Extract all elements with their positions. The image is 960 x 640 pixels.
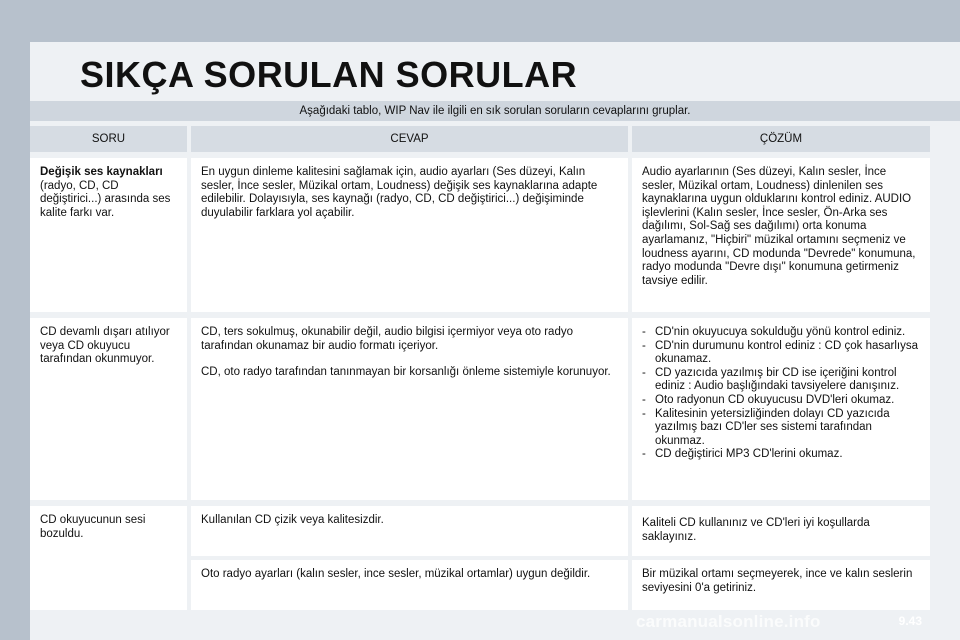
row-3a-solution-text: Kaliteli CD kullanınız ve CD'leri iyi koşullarda saklayınız. [642, 517, 870, 543]
row-1-solution [632, 158, 930, 312]
row-3-question-text: CD okuyucunun sesi bozuldu. [40, 514, 146, 540]
row-2-question-text: CD devamlı dışarı atılıyor veya CD okuyucu tarafından okunmuyor. [40, 326, 170, 366]
row-1-question-bold: Değişik ses kaynakları [40, 166, 163, 178]
row-1-answer [191, 158, 628, 312]
row-3b-answer [191, 560, 628, 610]
list-item: - Kalitesinin yetersizliğinden dolayı CD yazıcıda yazılmış bazı CD'ler ses sistemi tarafından okunmaz. [642, 408, 920, 449]
row-2-answer [191, 318, 628, 500]
list-item: - CD'nin okuyucuya sokulduğu yönü kontrol ediniz. [642, 326, 920, 340]
page-number: 9.43 [898, 614, 922, 628]
row-3-question [30, 506, 187, 610]
list-item: - CD değiştirici MP3 CD'lerini okumaz. [642, 448, 920, 462]
row-3a-solution [632, 506, 930, 556]
row-3a-answer [191, 506, 628, 556]
row-2-question [30, 318, 187, 500]
column-header-soru: SORU [30, 126, 187, 152]
row-2-answer-text-1: CD, ters sokulmuş, okunabilir değil, audio bilgisi içermiyor veya oto radyo tarafından okunamaz bir audio formatı içeriyor. [201, 326, 573, 352]
row-1-question-text: (radyo, CD, CD değiştirici...) arasında ses kalite farkı var. [40, 179, 171, 219]
row-2-solution-list [642, 326, 920, 462]
row-3a-answer-text: Kullanılan CD çizik veya kalitesizdir. [201, 514, 384, 526]
watermark: carmanualsonline.info [636, 612, 821, 631]
list-item: - CD'nin durumunu kontrol ediniz : CD çok hasarlıysa okunamaz. [642, 340, 920, 367]
row-1-answer-text: En uygun dinleme kalitesini sağlamak için, audio ayarları (Ses düzeyi, Kalın sesler, İnce sesler, Müzikal ortam, Loudness) değişik ses kaynaklarına adapte edilebilir. Dolayısıyla, ses kaynağı (radyo, CD, CD değiştirici...) değişiminde duyulabilir farklara yol açabilir. [201, 166, 598, 219]
row-2-solution [632, 318, 930, 500]
row-2-answer-text-2: CD, oto radyo tarafından tanınmayan bir korsanlığı önleme sistemiyle korunuyor. [201, 366, 611, 379]
list-item: - Oto radyonun CD okuyucusu DVD'leri okumaz. [642, 394, 920, 408]
row-1-question [30, 158, 187, 312]
page-corner [0, 0, 48, 48]
row-3b-solution [632, 560, 930, 610]
row-1-solution-text: Audio ayarlarının (Ses düzeyi, Kalın sesler, İnce sesler, Müzikal ortam, Loudness) dinlenilen ses kaynaklarına uygun olduklarını kontrol ediniz. AUDIO işlevlerini (Kalın sesler, İnce sesler, Ön-Arka ses dağılımı, Sol-Sağ ses dağılımı) orta konuma ayarlamanız, "Hiçbiri" müzikal ortamını seçmeniz ve loudness ayarını, CD modunda "Devrede" konumuna, radyo modunda "Devre dışı" konumuna getirmeniz tavsiye edilir. [642, 166, 916, 287]
page-title: SIKÇA SORULAN SORULAR [80, 54, 578, 95]
column-header-cevap: CEVAP [191, 126, 628, 152]
row-3b-answer-text: Oto radyo ayarları (kalın sesler, ince sesler, müzikal ortamlar) uygun değildir. [201, 568, 591, 580]
page-subtitle: Aşağıdaki tablo, WIP Nav ile ilgili en sık sorulan soruların cevaplarını gruplar. [30, 101, 960, 121]
list-item: - CD yazıcıda yazılmış bir CD ise içeriğini kontrol ediniz : Audio başlığındaki tavsiyelere danışınız. [642, 367, 920, 394]
column-header-cozum: ÇÖZÜM [632, 126, 930, 152]
row-3b-solution-text: Bir müzikal ortamı seçmeyerek, ince ve kalın seslerin seviyesini 0'a getiriniz. [642, 568, 913, 594]
